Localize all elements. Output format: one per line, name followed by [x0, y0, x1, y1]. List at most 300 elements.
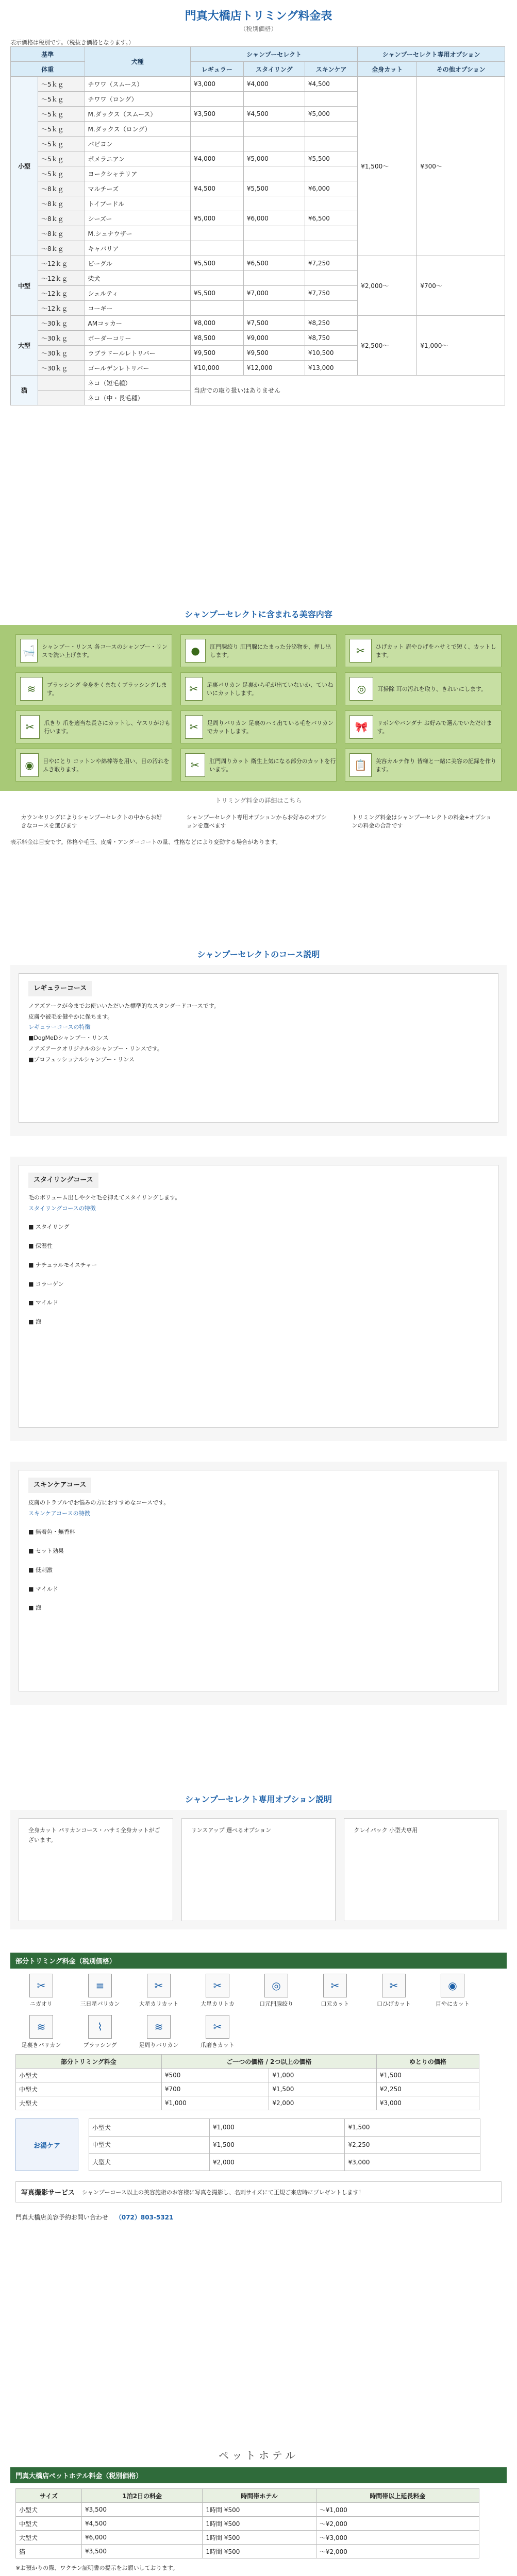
breed-cell: キャバリア	[85, 241, 190, 256]
price-regular: ¥5,000	[191, 211, 244, 226]
price-styling: ¥6,000	[243, 211, 305, 226]
content-item-text: シャンプー・リンス 各コースのシャンプー・リンスで洗い上げます。	[42, 643, 168, 658]
weight-cell: ～5ｋｇ	[38, 92, 85, 107]
price-skincare	[305, 122, 357, 137]
price-styling	[243, 196, 305, 211]
trim-cell: 小型犬	[16, 2069, 162, 2082]
hotel-cell: ¥3,500	[82, 2545, 203, 2558]
content-item-icon: 🎀	[349, 715, 373, 739]
weight-cell: ～8ｋｇ	[38, 211, 85, 226]
styling-heading: スタイリングコース	[28, 1173, 98, 1188]
option-fullcut-price: ¥2,000～	[358, 256, 417, 316]
regular-course	[10, 965, 507, 1136]
contents-section	[0, 603, 517, 933]
course-point: ■ マイルド	[28, 1585, 58, 1592]
price-styling	[243, 301, 305, 316]
regular-sub: レギュラーコースの特徴	[28, 1024, 91, 1031]
price-regular	[191, 271, 244, 286]
styling-body1: 毛のボリューム出しやクセ毛を抑えてスタイリングします。	[28, 1194, 181, 1201]
price-skincare: ¥6,500	[305, 211, 357, 226]
trim-option-icon: ◉	[441, 1974, 464, 1997]
content-item-text: 肛門腺絞り 肛門腺にたまった分泌物を、押し出します。	[210, 643, 331, 658]
hotel-cell: 1時間 ¥500	[203, 2503, 316, 2517]
content-item	[180, 672, 337, 705]
breed-cell: ゴールデンレトリバー	[85, 361, 190, 376]
option-clay: クレイパック 小型犬専用	[344, 1818, 498, 1921]
content-item	[180, 634, 337, 667]
content-item	[15, 710, 172, 743]
price-regular: ¥5,500	[191, 286, 244, 301]
trim-option	[74, 1974, 126, 2008]
trim-head-2: ゆとりの価格	[376, 2055, 479, 2069]
photo-label: 写真撮影サービス	[21, 2189, 75, 2197]
col-header-shampoo: シャンプーセレクト	[191, 47, 358, 62]
price-table-section	[0, 46, 517, 592]
bath-cell: ¥1,500	[345, 2119, 480, 2137]
weight-cell: ～30ｋｇ	[38, 361, 85, 376]
trim-option-icon: ◎	[264, 1974, 288, 1997]
content-item-text: 美容カルテ作り 皆様と一緒に美容の記録を作ります。	[375, 758, 497, 773]
weight-cell: ～8ｋｇ	[38, 181, 85, 196]
content-item-icon: ✂	[349, 639, 371, 663]
hotel-cell: ～¥2,000	[316, 2517, 479, 2531]
regular-heading: レギュラーコース	[28, 981, 92, 996]
shop-phone[interactable]: （072）803-5321	[115, 2214, 174, 2221]
trim-option	[251, 1974, 302, 2008]
content-item-text: 肛門周りカット 衛生上気になる部分のカットを行います。	[209, 758, 336, 773]
hotel-cell: 1時間 ¥500	[203, 2545, 316, 2558]
option-rinse: リンスアップ 選べるオプション	[181, 1818, 336, 1921]
trim-option-label: 目やにカット	[436, 2001, 470, 2007]
content-item-text: 足裏バリカン 足裏から毛が出ていないか、ていねいにカットします。	[206, 682, 333, 697]
content-item-icon: ✂	[20, 715, 40, 739]
content-item-icon: ◎	[349, 677, 373, 701]
content-item-icon: 🛁	[20, 639, 38, 663]
price-skincare: ¥5,000	[305, 107, 357, 122]
bath-cell: ¥1,000	[209, 2119, 345, 2137]
price-skincare: ¥7,250	[305, 256, 357, 271]
contents-footnote: トリミング料金の詳細はこちら	[215, 797, 302, 804]
hotel-cell: 1時間 ¥500	[203, 2531, 316, 2545]
options-panel	[10, 1810, 507, 1929]
skincare-course	[10, 1462, 507, 1705]
breed-cell: ネコ（短毛種）	[85, 376, 190, 391]
link-counseling[interactable]: カウンセリングによりシャンプーセレクトの中からお好きなコースを選びます	[21, 814, 162, 829]
trim-option	[192, 1974, 243, 2008]
regular-course-box	[19, 973, 498, 1123]
courses-title: シャンプーセレクトのコース説明	[197, 950, 320, 959]
price-row	[11, 77, 505, 92]
price-regular: ¥4,000	[191, 151, 244, 166]
regular-b3: ■プロフェッショナルシャンプー・リンス	[28, 1056, 135, 1063]
trim-option-label: 爪磨きカット	[201, 2042, 235, 2048]
breed-cell: M.ダックス（ロング）	[85, 122, 190, 137]
courses-section	[0, 943, 517, 1777]
price-regular: ¥5,500	[191, 256, 244, 271]
price-styling	[243, 92, 305, 107]
regular-b2: ノアズアークオリジナルのシャンプー・リンスです。	[28, 1045, 163, 1052]
trim-option-icon: ≋	[29, 2015, 53, 2039]
weight-cell: ～30ｋｇ	[38, 316, 85, 331]
col-header-basis: 基準	[11, 47, 85, 62]
breed-cell: AMコッカー	[85, 316, 190, 331]
price-table	[10, 46, 505, 405]
trim-option	[368, 1974, 420, 2008]
bath-cell: 中型犬	[89, 2136, 210, 2154]
hotel-cell: ～¥3,000	[316, 2531, 479, 2545]
link-total[interactable]: トリミング料金はシャンプーセレクトの料金+オプションの料金の合計です	[352, 814, 492, 829]
hotel-row	[16, 2503, 479, 2517]
price-styling: ¥12,000	[243, 361, 305, 376]
hotel-cell: 小型犬	[16, 2503, 82, 2517]
options-section	[0, 1788, 517, 1942]
option-other-price: ¥300～	[417, 77, 505, 256]
trim-cell: ¥1,000	[269, 2069, 377, 2082]
content-item	[15, 634, 172, 667]
price-skincare: ¥8,250	[305, 316, 357, 331]
regular-b1: ■DogMeDシャンプー・リンス	[28, 1035, 109, 1042]
content-item	[15, 749, 172, 782]
trim-options-bar: 部分トリミング料金（税別価格）	[10, 1953, 507, 1969]
hotel-price-table	[15, 2488, 479, 2558]
bath-row	[89, 2136, 480, 2154]
price-regular	[191, 301, 244, 316]
trim-cell: ¥1,500	[269, 2082, 377, 2096]
price-regular: ¥4,500	[191, 181, 244, 196]
price-styling	[243, 122, 305, 137]
breed-cell: シーズー	[85, 211, 190, 226]
weight-cell	[38, 376, 85, 391]
course-point: ■ コラーゲン	[28, 1280, 64, 1287]
bath-row	[89, 2154, 480, 2171]
content-item	[15, 672, 172, 705]
bath-cell: ¥2,000	[209, 2154, 345, 2171]
option-fullcut-price: ¥2,500～	[358, 316, 417, 376]
hotel-row	[16, 2531, 479, 2545]
trim-option-label: 足裏きバリカン	[21, 2042, 61, 2048]
price-skincare	[305, 196, 357, 211]
price-skincare	[305, 301, 357, 316]
trim-cell: ¥700	[161, 2082, 269, 2096]
trim-option	[15, 1974, 67, 2008]
trim-option	[192, 2015, 243, 2049]
skincare-points	[28, 1528, 489, 1613]
course-point: ■ セット効果	[28, 1548, 64, 1555]
course-point: ■ 低刺激	[28, 1566, 53, 1573]
course-point: ■ スタイリング	[28, 1224, 70, 1231]
breed-cell: M.ダックス（スムース）	[85, 107, 190, 122]
price-skincare: ¥4,500	[305, 77, 357, 92]
hotel-title: ペットホテル	[219, 2449, 298, 2462]
weight-cell	[38, 391, 85, 405]
price-styling	[243, 241, 305, 256]
bath-cell: 小型犬	[89, 2119, 210, 2137]
col-header-option: シャンプーセレクト専用オプション	[358, 47, 505, 62]
trim-head-1: ご一つの価格 / 2つ以上の価格	[161, 2055, 376, 2069]
trim-cell: ¥2,000	[269, 2096, 377, 2110]
breed-cell: ネコ（中・長毛種）	[85, 391, 190, 405]
sub-header-other: その他オプション	[417, 62, 505, 77]
hotel-note1: ※お預かりの際、ワクチン証明書の提示をお願いしております。	[15, 2565, 178, 2571]
content-item-icon: 📋	[349, 753, 371, 777]
styling-sub: スタイリングコースの特徴	[28, 1205, 96, 1212]
weight-cell: ～5ｋｇ	[38, 77, 85, 92]
contents-disclaimer: 表示料金は目安です。体格や毛玉、皮膚・アンダーコートの量、性格などにより変動する場合があります。	[10, 839, 281, 845]
trim-head-0: 部分トリミング料金	[16, 2055, 162, 2069]
trim-cell: 大型犬	[16, 2096, 162, 2110]
trim-option-label: 大星カリトカ	[201, 2001, 235, 2007]
price-skincare: ¥10,500	[305, 346, 357, 361]
skincare-body1: 皮膚のトラブルでお悩みの方におすすめなコースです。	[28, 1499, 170, 1506]
price-regular	[191, 196, 244, 211]
col-header-breed: 犬種	[85, 47, 190, 77]
breed-cell: M.シュナウザー	[85, 226, 190, 241]
group-cat: 猫	[11, 376, 38, 405]
hotel-head-2: 時間帯ホテル	[203, 2489, 316, 2503]
weight-cell: ～12ｋｇ	[38, 271, 85, 286]
price-skincare: ¥8,750	[305, 331, 357, 346]
hotel-cell: ～¥1,000	[316, 2503, 479, 2517]
trim-cell: ¥1,500	[376, 2069, 479, 2082]
content-item-text: ひげカット 眉やひげをハサミで短く、カットします。	[375, 643, 496, 658]
price-styling: ¥6,500	[243, 256, 305, 271]
price-regular	[191, 92, 244, 107]
weight-cell: ～5ｋｇ	[38, 107, 85, 122]
price-styling: ¥5,500	[243, 181, 305, 196]
trim-option-icon: ✂	[206, 1974, 229, 1997]
link-options[interactable]: シャンプーセレクト専用オプションからお好みのオプションを選べます	[186, 814, 327, 829]
breed-cell: ビーグル	[85, 256, 190, 271]
hotel-cell: 大型犬	[16, 2531, 82, 2545]
trim-option-label: 口元門腺絞り	[259, 2001, 293, 2007]
price-styling: ¥9,500	[243, 346, 305, 361]
weight-cell: ～8ｋｇ	[38, 241, 85, 256]
col-header-weight: 体重	[11, 62, 85, 77]
hotel-head-1: 1泊2日の料金	[82, 2489, 203, 2503]
breed-cell: トイプードル	[85, 196, 190, 211]
hotel-cell: 中型犬	[16, 2517, 82, 2531]
content-item	[180, 749, 337, 782]
breed-cell: ヨークシャテリア	[85, 166, 190, 181]
weight-cell: ～30ｋｇ	[38, 346, 85, 361]
trim-cell: 中型犬	[16, 2082, 162, 2096]
photo-service	[15, 2181, 502, 2202]
trim-option	[15, 2015, 67, 2049]
page-header	[0, 0, 517, 46]
price-row	[11, 316, 505, 331]
price-skincare	[305, 92, 357, 107]
price-skincare: ¥13,000	[305, 361, 357, 376]
trim-row	[16, 2096, 479, 2110]
hotel-head-3: 時間帯以上延長料金	[316, 2489, 479, 2503]
hotel-cell: ¥6,000	[82, 2531, 203, 2545]
price-skincare	[305, 137, 357, 151]
price-skincare	[305, 271, 357, 286]
content-item	[345, 634, 502, 667]
price-styling: ¥7,000	[243, 286, 305, 301]
trim-option	[427, 1974, 478, 2008]
contents-grid	[15, 634, 502, 782]
price-styling	[243, 226, 305, 241]
trim-price-table	[15, 2054, 479, 2110]
content-item	[345, 749, 502, 782]
content-item-text: 目やにとり コットンや綿棒等を用い、目の汚れをふき取ります。	[43, 758, 170, 773]
weight-cell: ～5ｋｇ	[38, 151, 85, 166]
trim-option	[133, 2015, 185, 2049]
content-item-icon: ✂	[185, 715, 203, 739]
weight-cell: ～5ｋｇ	[38, 137, 85, 151]
weight-cell: ～5ｋｇ	[38, 122, 85, 137]
course-point: ■ マイルド	[28, 1299, 58, 1307]
content-item-text: 耳掃除 耳の汚れを取り、きれいにします。	[377, 686, 487, 692]
trim-option-icon: ✂	[206, 2015, 229, 2039]
trim-option	[74, 2015, 126, 2049]
sub-header-styling: スタイリング	[243, 62, 305, 77]
course-point: ■ 保湿性	[28, 1243, 53, 1250]
trim-option	[133, 1974, 185, 2008]
price-styling: ¥7,500	[243, 316, 305, 331]
price-skincare: ¥6,000	[305, 181, 357, 196]
price-styling	[243, 166, 305, 181]
trim-icon-row	[0, 1969, 517, 2054]
content-item-text: リボンやバンダナ お好みで選んでいただけます。	[377, 720, 492, 735]
group-small: 小型	[11, 77, 38, 256]
price-skincare: ¥7,750	[305, 286, 357, 301]
shop-contact	[15, 2213, 502, 2222]
styling-course-box	[19, 1165, 498, 1428]
trim-option-icon: ✂	[323, 1974, 347, 1997]
weight-cell: ～12ｋｇ	[38, 256, 85, 271]
breed-cell: ボーダーコリー	[85, 331, 190, 346]
price-styling: ¥4,500	[243, 107, 305, 122]
hotel-cell: ～¥2,000	[316, 2545, 479, 2558]
skincare-heading: スキンケアコース	[28, 1478, 91, 1493]
price-regular	[191, 166, 244, 181]
price-row	[11, 256, 505, 271]
skincare-sub: スキンケアコースの特徴	[28, 1510, 90, 1517]
breed-cell: ラブラドールレトリバー	[85, 346, 190, 361]
breed-cell: コーギー	[85, 301, 190, 316]
sub-header-skincare: スキンケア	[305, 62, 357, 77]
group-large: 大型	[11, 316, 38, 376]
price-skincare	[305, 166, 357, 181]
course-point: ■ 泡	[28, 1318, 41, 1325]
content-item-text: 足周りバリカン 足裏のハミ出ている毛をバリカンでカットします。	[207, 720, 334, 735]
course-point: ■ 泡	[28, 1604, 41, 1612]
bath-price-table	[89, 2119, 480, 2171]
price-regular	[191, 122, 244, 137]
trim-option-icon: ✂	[147, 1974, 171, 1997]
price-regular: ¥8,500	[191, 331, 244, 346]
photo-text: シャンプーコース以上の美容施術のお客様に写真を撮影し、名刺サイズにて正規ご来店時にプレゼントします！	[82, 2189, 364, 2196]
weight-cell: ～8ｋｇ	[38, 226, 85, 241]
regular-body1: ノアズアークが今までお使いいただいた標準的なスタンダードコースです。	[28, 1003, 220, 1010]
option-other-price: ¥700～	[417, 256, 505, 316]
hotel-section	[0, 2432, 517, 2576]
option-fullcut: 全身カット パリカンコース・ハサミ全身カットがございます。	[19, 1818, 173, 1921]
styling-points	[28, 1223, 489, 1327]
breed-cell: チワワ（ロング）	[85, 92, 190, 107]
price-skincare	[305, 226, 357, 241]
trim-option	[309, 1974, 361, 2008]
price-styling: ¥5,000	[243, 151, 305, 166]
trim-cell: ¥1,000	[161, 2096, 269, 2110]
trim-option-icon: ✂	[29, 1974, 53, 1997]
trim-row	[16, 2069, 479, 2082]
trim-cell: ¥2,250	[376, 2082, 479, 2096]
regular-body2: 皮膚や被毛を健やかに保ちます。	[28, 1013, 113, 1020]
trim-option-label: 口元カット	[321, 2001, 349, 2007]
price-styling: ¥4,000	[243, 77, 305, 92]
weight-cell: ～30ｋｇ	[38, 331, 85, 346]
content-item	[345, 672, 502, 705]
trim-option-icon: ≋	[147, 2015, 171, 2039]
hotel-head-0: サイズ	[16, 2489, 82, 2503]
trim-options-section	[0, 1953, 517, 2416]
price-row	[11, 376, 505, 391]
breed-cell: パピヨン	[85, 137, 190, 151]
weight-cell: ～12ｋｇ	[38, 301, 85, 316]
content-item	[345, 710, 502, 743]
hotel-row	[16, 2545, 479, 2558]
bath-label: お湯ケア	[15, 2119, 78, 2171]
trim-option-icon: ≡	[88, 1974, 112, 1997]
hotel-bar: 門真大橋店ペットホテル料金（税別価格）	[10, 2467, 507, 2483]
content-item-icon: ◉	[20, 753, 39, 777]
content-item	[180, 710, 337, 743]
price-regular	[191, 241, 244, 256]
styling-course	[10, 1157, 507, 1441]
trim-option-label: 三日星バリカン	[80, 2001, 120, 2007]
price-styling	[243, 271, 305, 286]
content-item-icon: ✂	[185, 753, 206, 777]
trim-cell: ¥500	[161, 2069, 269, 2082]
sub-header-fullcut: 全身カット	[358, 62, 417, 77]
trim-option-label: 足周りバリカン	[139, 2042, 179, 2048]
trim-option-label: 大星カリカット	[139, 2001, 179, 2007]
price-styling	[243, 137, 305, 151]
trim-option-label: ニガオリ	[30, 2001, 53, 2007]
price-regular: ¥3,000	[191, 77, 244, 92]
trim-row	[16, 2082, 479, 2096]
trim-option-icon: ✂	[382, 1974, 406, 1997]
page-subtitle: （税別価格）	[240, 25, 277, 32]
price-skincare: ¥5,500	[305, 151, 357, 166]
group-medium: 中型	[11, 256, 38, 316]
price-regular: ¥8,000	[191, 316, 244, 331]
tax-note: 表示価格は税別です。（税抜き価格となります。）	[10, 39, 135, 46]
course-point: ■ 無着色・無香料	[28, 1529, 75, 1536]
course-point: ■ ナチュラルモイスチャー	[28, 1261, 97, 1268]
price-skincare	[305, 241, 357, 256]
option-fullcut-price: ¥1,500～	[358, 77, 417, 256]
breed-cell: ポメラニアン	[85, 151, 190, 166]
sub-header-regular: レギュラー	[191, 62, 244, 77]
price-regular	[191, 137, 244, 151]
price-regular: ¥3,500	[191, 107, 244, 122]
weight-cell: ～8ｋｇ	[38, 196, 85, 211]
price-styling: ¥9,000	[243, 331, 305, 346]
option-other-price: ¥1,000～	[417, 316, 505, 376]
bath-row	[89, 2119, 480, 2137]
content-item-text: 爪きり 爪を適当な長さにカットし、ヤスリがけも行います。	[44, 720, 171, 735]
cat-note: 当店での取り扱いはありません	[191, 376, 505, 405]
price-regular: ¥10,000	[191, 361, 244, 376]
hotel-row	[16, 2517, 479, 2531]
hotel-cell: ¥4,500	[82, 2517, 203, 2531]
bath-cell: ¥2,250	[345, 2136, 480, 2154]
page-title: 門真大橋店トリミング料金表	[185, 10, 332, 23]
